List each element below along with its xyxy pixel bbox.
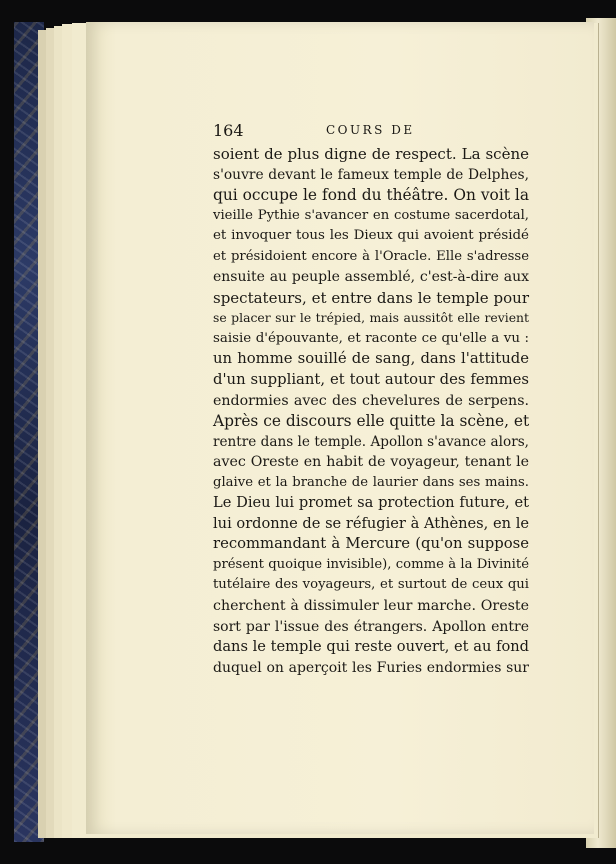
text-line: et présidoient encore à l'Oracle. Elle s'adresse <box>213 248 529 264</box>
text-line: sort par l'issue des étrangers. Apollon entre <box>213 618 529 635</box>
text-line: Après ce discours elle quitte la scène, et <box>213 412 530 431</box>
text-line: glaive et la branche de laurier dans ses mains. <box>213 474 529 490</box>
body-text <box>213 144 529 678</box>
text-line: qui occupe le fond du théâtre. On voit la <box>213 186 529 205</box>
text-line: vieille Pythie s'avancer en costume sacerdotal, <box>213 207 529 223</box>
text-line: ensuite au peuple assemblé, c'est-à-dire aux <box>213 269 529 286</box>
page-header <box>213 121 529 139</box>
text-line: dans le temple qui reste ouvert, et au fond <box>213 638 529 656</box>
text-line: un homme souillé de sang, dans l'attitude <box>213 350 529 368</box>
text-line: rentre dans le temple. Apollon s'avance alors, <box>213 433 529 450</box>
text-line: d'un suppliant, et tout autour des femmes <box>213 371 529 389</box>
text-line: et invoquer tous les Dieux qui avoient présidé <box>213 228 529 244</box>
running-title: COURS DE <box>326 123 415 137</box>
text-line: duquel on aperçoit les Furies endormies sur <box>213 659 529 676</box>
text-line: cherchent à dissimuler leur marche. Oreste <box>213 598 529 615</box>
page-number: 164 <box>213 121 244 140</box>
text-line: saisie d'épouvante, et raconte ce qu'elle a vu : <box>213 330 529 346</box>
text-line: lui ordonne de se réfugier à Athènes, en le <box>213 514 529 532</box>
text-line: se placer sur le trépied, mais aussitôt elle revient <box>213 310 529 326</box>
text-line: spectateurs, et entre dans le temple pour <box>213 288 529 307</box>
text-line: Le Dieu lui promet sa protection future, et <box>213 494 529 512</box>
text-line: avec Oreste en habit de voyageur, tenant le <box>213 454 529 471</box>
text-line: soient de plus digne de respect. La scène <box>213 145 529 163</box>
text-line: tutélaire des voyageurs, et surtout de ceux qui <box>213 577 529 593</box>
text-line: s'ouvre devant le fameux temple de Delphes, <box>213 166 529 183</box>
text-line: endormies avec des chevelures de serpens. <box>213 392 529 409</box>
text-line: recommandant à Mercure (qu'on suppose <box>213 535 529 553</box>
text-line: présent quoique invisible), comme à la Divinité <box>213 556 529 572</box>
